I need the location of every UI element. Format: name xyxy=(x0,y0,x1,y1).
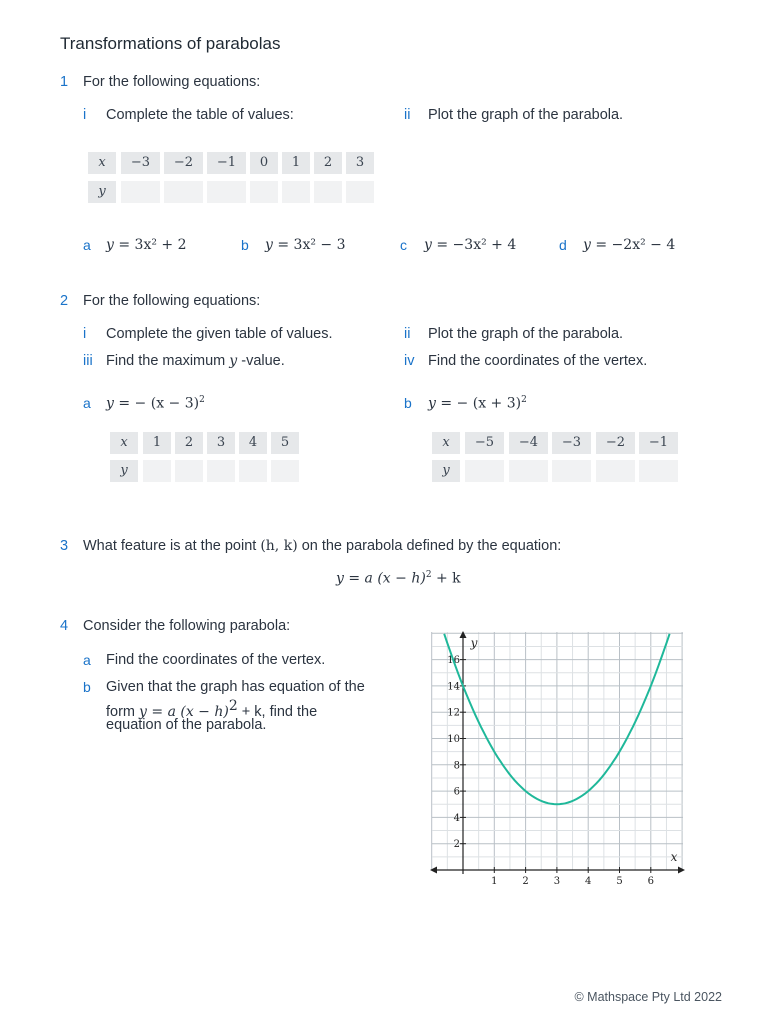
q1-table-x-cell: −2 xyxy=(164,152,203,174)
y-tick-label: 8 xyxy=(453,760,460,772)
q1-option-a-label: a xyxy=(83,237,91,253)
q2a-table-y-header: y xyxy=(110,460,138,482)
q2-part-iii-text: Find the maximum y -value. xyxy=(106,353,285,369)
x-tick-label: 3 xyxy=(553,876,561,887)
page-title: Transformations of parabolas xyxy=(60,34,281,53)
q1-option-c-equation: y = −3x² + 4 xyxy=(424,237,517,253)
y-tick-label: 10 xyxy=(447,734,460,745)
question-2-number: 2 xyxy=(60,293,69,309)
q1-table-y-input[interactable] xyxy=(164,181,203,203)
q2b-table-y-header: y xyxy=(432,460,460,482)
q1-table-x-cell: −3 xyxy=(121,152,160,174)
q2b-table-x-cell: −1 xyxy=(639,432,678,454)
x-tick-label: 1 xyxy=(491,876,498,887)
q1-table-x-cell: −1 xyxy=(207,152,246,174)
q1-table-y-input[interactable] xyxy=(250,181,278,203)
question-2-prompt: For the following equations: xyxy=(83,293,261,309)
q2a-table-x-cell: 2 xyxy=(175,432,203,454)
q2-eq-b-label: b xyxy=(404,395,412,411)
x-tick-label: 6 xyxy=(647,876,654,887)
q2a-table-x-cell: 5 xyxy=(271,432,299,454)
q2-part-i-label: i xyxy=(83,326,87,342)
q2a-table-x-header: x xyxy=(110,432,138,454)
x-axis-arrow-right xyxy=(678,867,685,874)
question-4-prompt: Consider the following parabola: xyxy=(83,618,291,634)
copyright-footer: © Mathspace Pty Ltd 2022 xyxy=(574,990,722,1004)
q2-part-iv-text: Find the coordinates of the vertex. xyxy=(428,353,648,369)
q1-part-ii-text: Plot the graph of the parabola. xyxy=(428,107,624,123)
q2a-table-y-input[interactable] xyxy=(271,460,299,482)
q2-eq-a: y = − $(x - 3)^2$ xyxy=(106,395,205,412)
q2a-table-x-cell: 1 xyxy=(143,432,171,454)
q2b-table-x-cell: −2 xyxy=(596,432,635,454)
q2-part-iv-label: iv xyxy=(404,353,415,369)
q1-table-x-cell: 2 xyxy=(314,152,342,174)
q1-table-y-header: y xyxy=(88,181,116,203)
y-tick-label: 12 xyxy=(447,707,460,719)
question-3-number: 3 xyxy=(60,538,69,554)
question-1-number: 1 xyxy=(60,74,69,90)
q1-table-x-header: x xyxy=(88,152,116,174)
q2b-table-y-input[interactable] xyxy=(509,460,548,482)
q2a-table-x-cell: 3 xyxy=(207,432,235,454)
q1-table-y-input[interactable] xyxy=(121,181,160,203)
y-tick-label: 4 xyxy=(453,812,460,824)
q2-part-ii-label: ii xyxy=(404,326,411,342)
q4-part-b-line1: Given that the graph has equation of the xyxy=(106,679,365,695)
q4-part-b-line2: form y = a $(x - h)^2 + k$, find the xyxy=(106,698,318,720)
q1-part-ii-label: ii xyxy=(404,107,411,123)
q2a-table-y-input[interactable] xyxy=(239,460,267,482)
x-axis-label: x xyxy=(670,850,678,864)
q1-option-b-equation: y = 3x² − 3 xyxy=(265,237,346,253)
q2b-table-x-cell: −3 xyxy=(552,432,591,454)
y-axis-label: y xyxy=(470,636,478,650)
x-tick-label: 4 xyxy=(585,876,592,887)
q2a-table-y-input[interactable] xyxy=(143,460,171,482)
y-tick-label: 14 xyxy=(447,681,460,693)
question-3-text: What feature is at the point (h, k) on the parabola defined by the equation: xyxy=(83,538,562,554)
y-tick-label: 2 xyxy=(453,839,460,851)
y-tick-label: 16 xyxy=(447,655,460,667)
q4-part-a-text: Find the coordinates of the vertex. xyxy=(106,652,326,668)
q2-eq-a-label: a xyxy=(83,395,91,411)
q2b-table-x-header: x xyxy=(432,432,460,454)
q3-equation: y = a $(x - h)^2 + k$ xyxy=(336,570,461,587)
q1-option-d-label: d xyxy=(559,237,567,253)
q1-table-x-cell: 1 xyxy=(282,152,310,174)
q1-table-x-cell: 0 xyxy=(250,152,278,174)
q2-part-iii-label: iii xyxy=(83,353,93,369)
x-tick-label: 5 xyxy=(616,876,623,887)
y-axis-arrow xyxy=(460,631,467,638)
q1-table-y-input[interactable] xyxy=(282,181,310,203)
q1-table-x-cell: 3 xyxy=(346,152,374,174)
q2a-table-y-input[interactable] xyxy=(175,460,203,482)
x-tick-label: 2 xyxy=(522,876,529,887)
y-tick-label: 6 xyxy=(453,786,460,798)
q2a-table-x-cell: 4 xyxy=(239,432,267,454)
q1-part-i-label: i xyxy=(83,107,87,123)
q1-option-c-label: c xyxy=(400,237,407,253)
q1-part-i-text: Complete the table of values: xyxy=(106,107,294,123)
q2-eq-b: y = − $(x + 3)^2$ xyxy=(428,395,527,412)
q2b-table-y-input[interactable] xyxy=(465,460,504,482)
q2b-table-y-input[interactable] xyxy=(596,460,635,482)
q4-part-a-label: a xyxy=(83,652,91,668)
q2b-table-y-input[interactable] xyxy=(639,460,678,482)
q2b-table-x-cell: −4 xyxy=(509,432,548,454)
question-1-prompt: For the following equations: xyxy=(83,74,261,90)
q1-option-b-label: b xyxy=(241,237,249,253)
q1-option-d-equation: y = −2x² − 4 xyxy=(583,237,676,253)
q1-table-y-input[interactable] xyxy=(207,181,246,203)
q2b-table-y-input[interactable] xyxy=(552,460,591,482)
q2-part-i-text: Complete the given table of values. xyxy=(106,326,333,342)
x-axis-arrow-left xyxy=(430,867,437,874)
q2b-table-x-cell: −5 xyxy=(465,432,504,454)
question-4-number: 4 xyxy=(60,618,69,634)
q1-table-y-input[interactable] xyxy=(346,181,374,203)
q2a-table-y-input[interactable] xyxy=(207,460,235,482)
q4-part-b-label: b xyxy=(83,679,91,695)
q1-table-y-input[interactable] xyxy=(314,181,342,203)
parabola-graph xyxy=(425,628,690,887)
q2-part-ii-text: Plot the graph of the parabola. xyxy=(428,326,624,342)
q1-option-a-equation: y = 3x² + 2 xyxy=(106,237,187,253)
q4-part-b-line3: equation of the parabola. xyxy=(106,717,267,733)
